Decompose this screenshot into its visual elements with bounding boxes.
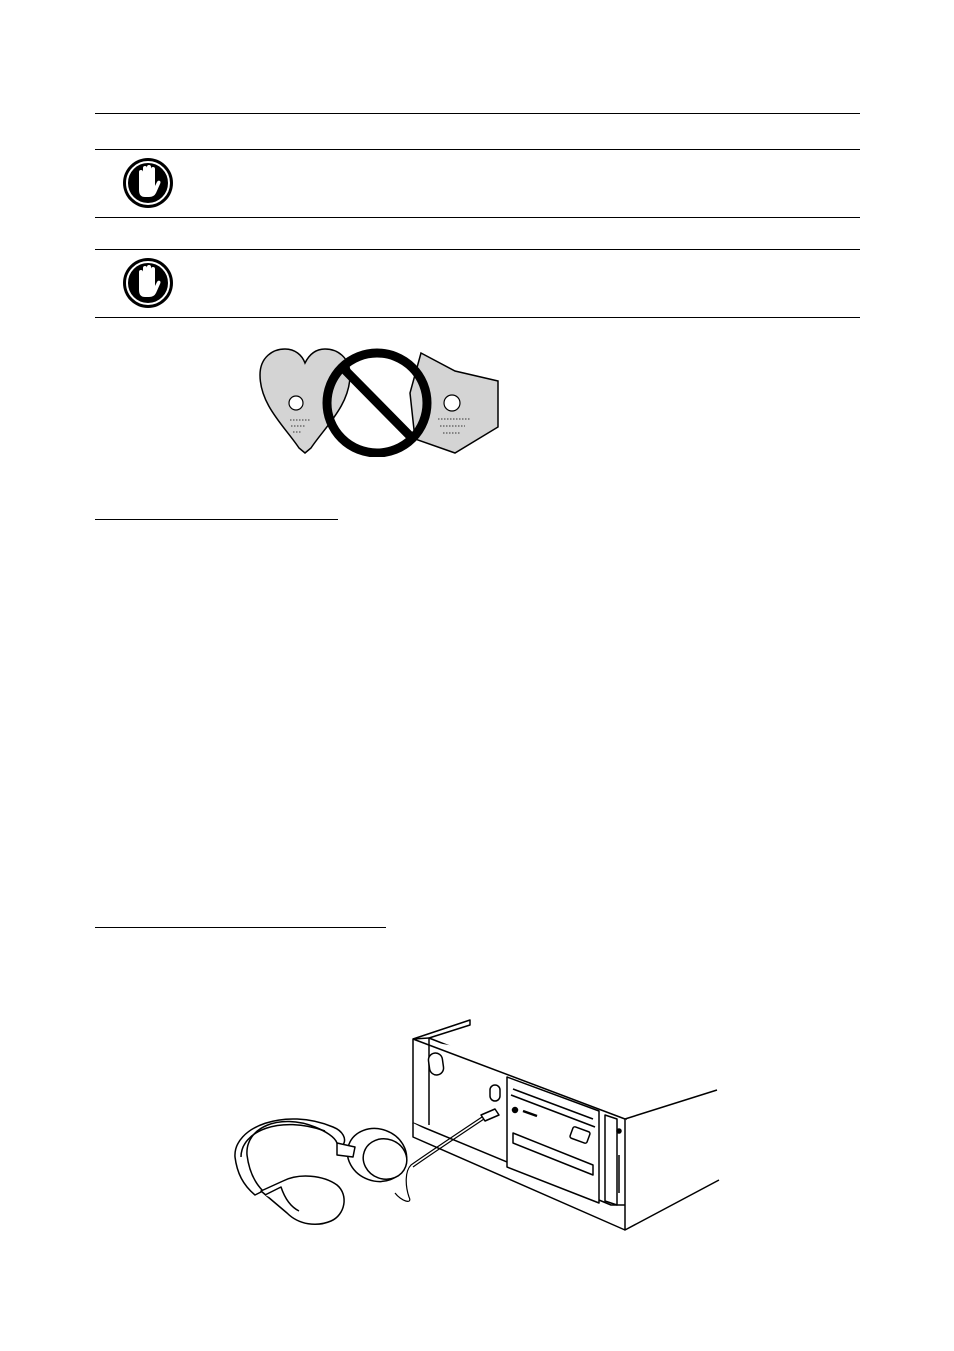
notice-1-top-rule	[95, 149, 860, 150]
section-heading-underline	[95, 927, 386, 928]
notice-1-bottom-rule	[95, 217, 860, 218]
notice-top-rule	[95, 113, 860, 114]
headphones-computer-figure	[225, 1015, 725, 1235]
stop-hand-icon	[121, 156, 175, 210]
notice-2-top-rule	[95, 249, 860, 250]
section-heading-underline	[95, 519, 338, 520]
stop-hand-icon	[121, 256, 175, 310]
irregular-disc-warning-figure	[255, 335, 505, 457]
notice-2-bottom-rule	[95, 317, 860, 318]
